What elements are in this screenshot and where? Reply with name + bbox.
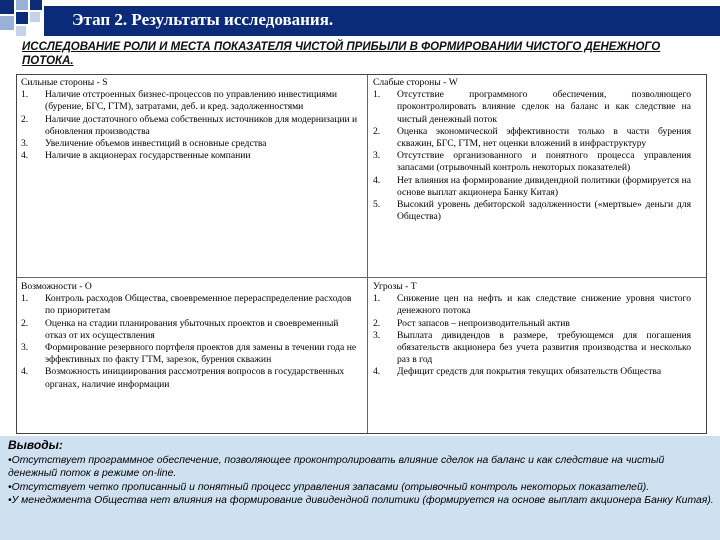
strengths-title: Сильные стороны - S bbox=[21, 77, 108, 88]
list-item bbox=[373, 366, 691, 378]
conclusions-list bbox=[8, 454, 714, 507]
conclusions-panel bbox=[0, 436, 720, 540]
decor-square-1 bbox=[0, 0, 14, 14]
conclusion-item: •Отсутствует четко прописанный и понятный процесс управления запасами (отрывочный контроль некоторых показателей). bbox=[8, 481, 650, 493]
decor-square-4 bbox=[0, 16, 14, 30]
decor-square-5 bbox=[16, 12, 28, 24]
weaknesses-cell bbox=[373, 77, 691, 275]
list-item bbox=[21, 342, 361, 366]
list-item bbox=[373, 126, 691, 150]
list-item-number: 2. bbox=[21, 317, 29, 329]
list-item-text: Наличие в акционерах государственные компании bbox=[45, 150, 251, 162]
opportunities-cell bbox=[21, 281, 361, 431]
table-divider-horizontal bbox=[17, 277, 706, 278]
list-item bbox=[373, 318, 691, 330]
list-item bbox=[373, 199, 691, 223]
threats-title: Угрозы - Т bbox=[373, 281, 417, 292]
list-item-text: Нет влияния на формирование дивидендной политики (формируется на основе выплат акционера Банку Китая) bbox=[397, 174, 691, 198]
list-item bbox=[373, 330, 691, 367]
list-item-number: 5. bbox=[373, 199, 381, 211]
list-item bbox=[21, 89, 361, 113]
threats-list bbox=[373, 293, 691, 378]
list-item-text: Высокий уровень дебиторской задолженности («мертвые» деньги для Общества) bbox=[397, 199, 691, 223]
decor-square-7 bbox=[16, 26, 26, 36]
list-item-text: Формирование резервного портфеля проектов для замены в течении года не эффективных по факту ГТМ, зарезок, бурения скважин bbox=[45, 342, 357, 366]
list-item bbox=[373, 293, 691, 317]
list-item-number: 3. bbox=[373, 329, 381, 341]
list-item bbox=[21, 366, 361, 390]
conclusion-item: •У менеджмента Общества нет влияния на формирование дивидендной политики (формируется на основе выплат акционера Банку Китая). bbox=[8, 494, 714, 506]
list-item-text: Рост запасов – непроизводительный актив bbox=[397, 317, 570, 329]
conclusion-item: •Отсутствует программное обеспечение, позволяющее проконтролировать влияние сделок на баланс и как следствие на чистый денежный поток в режиме on-line. bbox=[8, 455, 665, 480]
list-item-number: 4. bbox=[373, 174, 381, 186]
list-item bbox=[21, 114, 361, 138]
list-item bbox=[21, 150, 361, 162]
strengths-list bbox=[21, 89, 361, 162]
list-item-number: 1. bbox=[21, 293, 29, 305]
weaknesses-list bbox=[373, 89, 691, 223]
list-item-number: 3. bbox=[373, 150, 381, 162]
strengths-cell bbox=[21, 77, 361, 275]
list-item bbox=[373, 175, 691, 199]
list-item-number: 3. bbox=[21, 138, 29, 150]
list-item-number: 2. bbox=[373, 125, 381, 137]
list-item-number: 1. bbox=[21, 89, 29, 101]
section-subtitle: ИССЛЕДОВАНИЕ РОЛИ И МЕСТА ПОКАЗАТЕЛЯ ЧИСТОЙ ПРИБЫЛИ В ФОРМИРОВАНИИ ЧИСТОГО ДЕНЕЖНОГО ПОТОКА. bbox=[22, 41, 661, 67]
table-divider-vertical bbox=[367, 75, 368, 433]
list-item-text: Наличие отстроенных бизнес-процессов по управлению инвестициями (бурение, БГС, ГТМ), затратами, деб. и кред. задолженностями bbox=[45, 89, 338, 113]
list-item-text: Выплата дивидендов в размере, требующемся для погашения обязательств акционера без учета развития производства и несколько раз в год bbox=[397, 329, 691, 366]
list-item-text: Контроль расходов Общества, своевременное перераспределение расходов по приоритетам bbox=[45, 293, 352, 317]
opportunities-title: Возможности - О bbox=[21, 281, 92, 292]
list-item-text: Наличие достаточного объема собственных источников для модернизации и обновления производства bbox=[45, 113, 358, 137]
list-item-text: Оценка на стадии планирования убыточных проектов и своевременный отказ от их осуществления bbox=[45, 317, 339, 341]
list-item-number: 4. bbox=[21, 150, 29, 162]
page-title: Этап 2. Результаты исследования. bbox=[72, 10, 334, 29]
list-item bbox=[21, 318, 361, 342]
list-item bbox=[373, 150, 691, 174]
list-item-text: Увеличение объемов инвестиций в основные средства bbox=[45, 138, 267, 150]
list-item-number: 2. bbox=[373, 317, 381, 329]
list-item-text: Отсутствие организованного и понятного процесса управления запасами (отрывочный контроль некоторых показателей) bbox=[397, 150, 691, 174]
list-item bbox=[21, 138, 361, 150]
list-item-text: Дефицит средств для покрытия текущих обязательств Общества bbox=[397, 366, 662, 378]
list-item-text: Отсутствие программного обеспечения, позволяющего проконтролировать влияние сделок на баланс и как следствие на чистый денежный поток bbox=[397, 89, 691, 125]
list-item-number: 3. bbox=[21, 342, 29, 354]
list-item-number: 4. bbox=[21, 366, 29, 378]
list-item bbox=[373, 89, 691, 126]
list-item-number: 2. bbox=[21, 113, 29, 125]
list-item-number: 1. bbox=[373, 89, 381, 101]
list-item-number: 4. bbox=[373, 366, 381, 378]
decor-square-2 bbox=[16, 0, 28, 10]
decor-square-3 bbox=[30, 0, 42, 10]
list-item-number: 1. bbox=[373, 293, 381, 305]
list-item bbox=[21, 293, 361, 317]
conclusions-title: Выводы: bbox=[8, 438, 63, 452]
list-item-text: Оценка экономической эффективности только в части бурения скважин, БГС, ГТМ, нет оценки вложений в инфраструктуру bbox=[397, 125, 691, 150]
decor-square-6 bbox=[30, 12, 40, 22]
list-item-text: Снижение цен на нефть и как следствие снижение уровня чистого денежного потока bbox=[397, 293, 691, 317]
swot-table bbox=[16, 74, 707, 434]
weaknesses-title: Слабые стороны - W bbox=[373, 77, 458, 88]
list-item-text: Возможность инициирования рассмотрения вопросов в государственных органах, наличие информации bbox=[45, 366, 345, 390]
opportunities-list bbox=[21, 293, 361, 391]
threats-cell bbox=[373, 281, 691, 431]
